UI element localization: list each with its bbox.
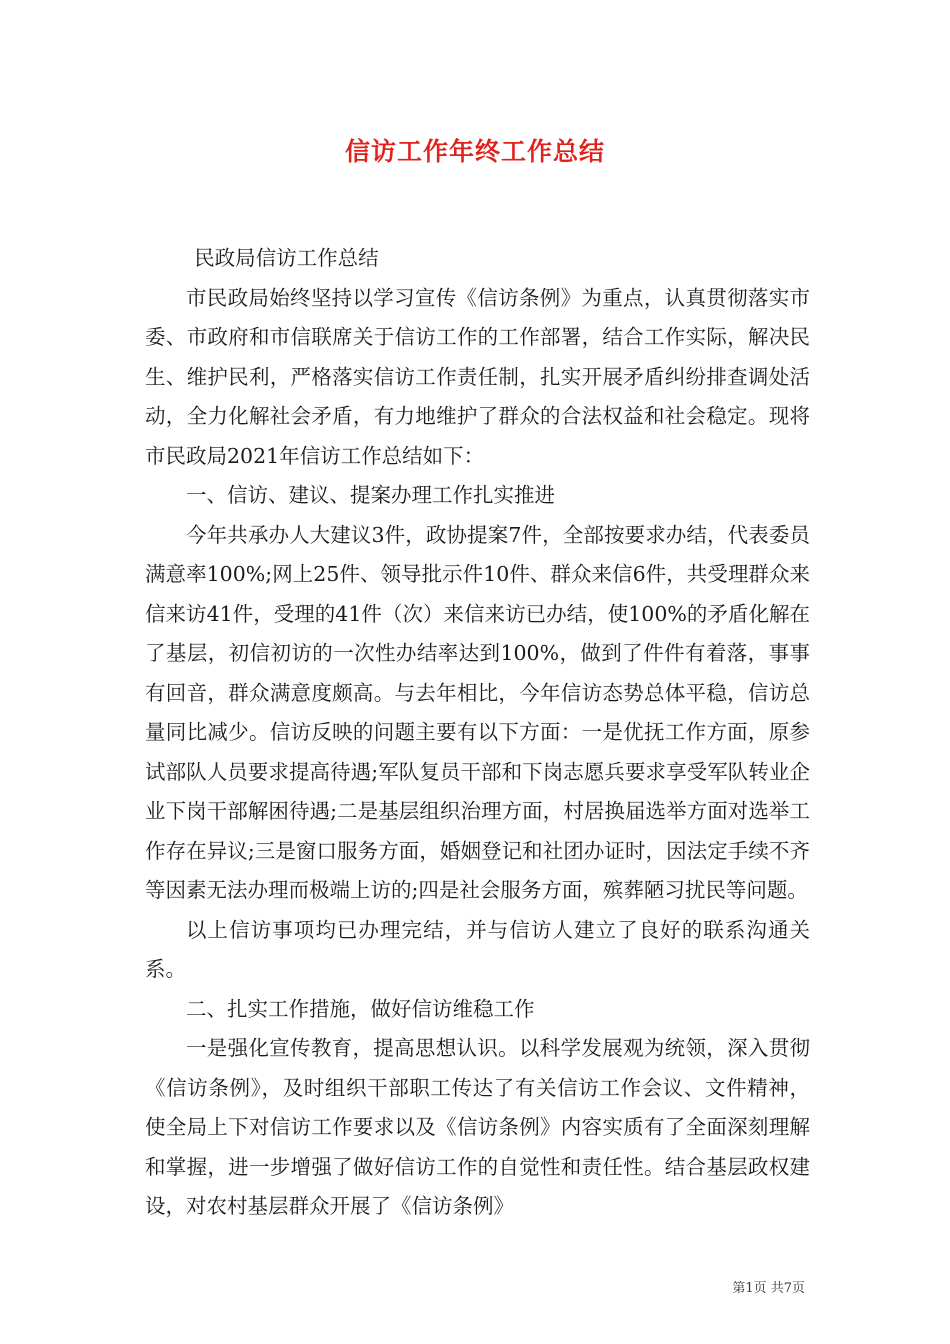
paragraph-conclusion-1: 以上信访事项均已办理完结，并与信访人建立了良好的联系沟通关系。 [145,917,810,981]
document-body [145,239,810,1227]
paragraph-section-2: 一是强化宣传教育，提高思想认识。以科学发展观为统领，深入贯彻《信访条例》，及时组织干部职工传达了有关信访工作会议、文件精神，使全局上下对信访工作要求以及《信访条例》内容实质有了全面深刻理解和掌握，进一步增强了做好信访工作的自觉性和责任性。结合基层政权建设，对农村基层群众开展了《信访条例》 [145,1036,810,1218]
section-heading-1: 一、信访、建议、提案办理工作扎实推进 [186,483,555,507]
paragraph-section-1: 今年共承办人大建议3件，政协提案7件，全部按要求办结，代表委员满意率100%;网上25件、领导批示件10件、群众来信6件，共受理群众来信来访41件，受理的41件（次）来信来访已办结，使100%的矛盾化解在了基层，初信初访的一次性办结率达到100%，做到了件件有着落，事事有回音，群众满意度颇高。与去年相比，今年信访态势总体平稳，信访总量同比减少。信访反映的问题主要有以下方面：一是优抚工作方面，原参试部队人员要求提高待遇;军队复员干部和下岗志愿兵要求享受军队转业企业下岗干部解困待遇;二是基层组织治理方面，村居换届选举方面对选举工作存在异议;三是窗口服务方面，婚姻登记和社团办证时，因法定手续不齐等因素无法办理而极端上访的;四是社会服务方面，殡葬陋习扰民等问题。 [145,522,810,902]
page-number-footer: 第1页 共7页 [732,1281,805,1296]
document-subtitle: 民政局信访工作总结 [194,246,379,270]
paragraph-intro: 市民政局始终坚持以学习宣传《信访条例》为重点，认真贯彻落实市委、市政府和市信联席关于信访工作的工作部署，结合工作实际，解决民生、维护民利，严格落实信访工作责任制，扎实开展矛盾纠纷排查调处活动，全力化解社会矛盾，有力地维护了群众的合法权益和社会稳定。现将市民政局2021年信访工作总结如下： [145,285,810,468]
document-title: 信访工作年终工作总结 [344,137,605,166]
section-heading-2: 二、扎实工作措施，做好信访维稳工作 [186,996,535,1021]
